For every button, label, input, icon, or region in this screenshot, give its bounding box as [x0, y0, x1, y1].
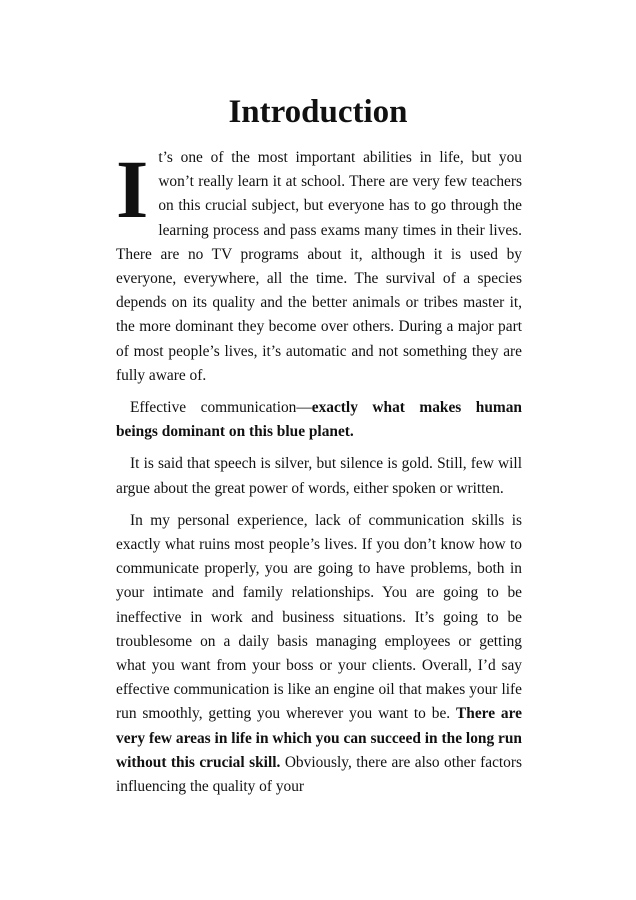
paragraph-speech-silver: [116, 452, 522, 500]
paragraph-opening-text: t’s one of the most important abilities in life, but you won’t really learn it at school. There are very few teachers on this crucial subject, but everyone has to go through the learning process and pass exams many times in their lives. There are no TV programs about it, although it is used by everyone, everywhere, all the time. The survival of a species depends on its quality and the better animals or tribes master it, the more dominant they become over others. During a major part of most people’s lives, it’s automatic and not something they are fully aware of.: [116, 149, 522, 384]
paragraph-text: In my personal experience, lack of communication skills is exactly what ruins most people’s lives. If you don’t know how to communicate properly, you are going to have problems, both in your intimate and family relationships. You are going to be ineffective in work and business situations. It’s going to be troublesome on a daily basis managing employees or getting what you want from your boss or your clients. Overall, I’d say effective communication is like an engine oil that makes your life run smoothly, getting you wherever you want to be.: [116, 511, 522, 723]
chapter-title: Introduction: [228, 94, 408, 130]
drop-cap-letter: I: [116, 143, 149, 235]
paragraph-bold-text: There are very few areas in life in which you can succeed in the long run without this crucial skill.: [116, 705, 522, 771]
paragraph-text: It is said that speech is silver, but silence is gold. Still, few will argue about the great power of words, either spoken or written.: [116, 455, 522, 497]
paragraph-tail-text: Obviously, there are also other factors influencing the quality of your: [116, 753, 522, 796]
paragraph-effective-communication: [116, 396, 522, 444]
chapter-body: [116, 143, 522, 807]
paragraph-opening: [116, 143, 522, 388]
paragraph-personal-experience: [116, 509, 522, 799]
paragraph-lead-text: Effective communication—: [130, 399, 312, 417]
paragraph-bold-text: exactly what makes human beings dominant on this blue planet.: [116, 399, 522, 441]
